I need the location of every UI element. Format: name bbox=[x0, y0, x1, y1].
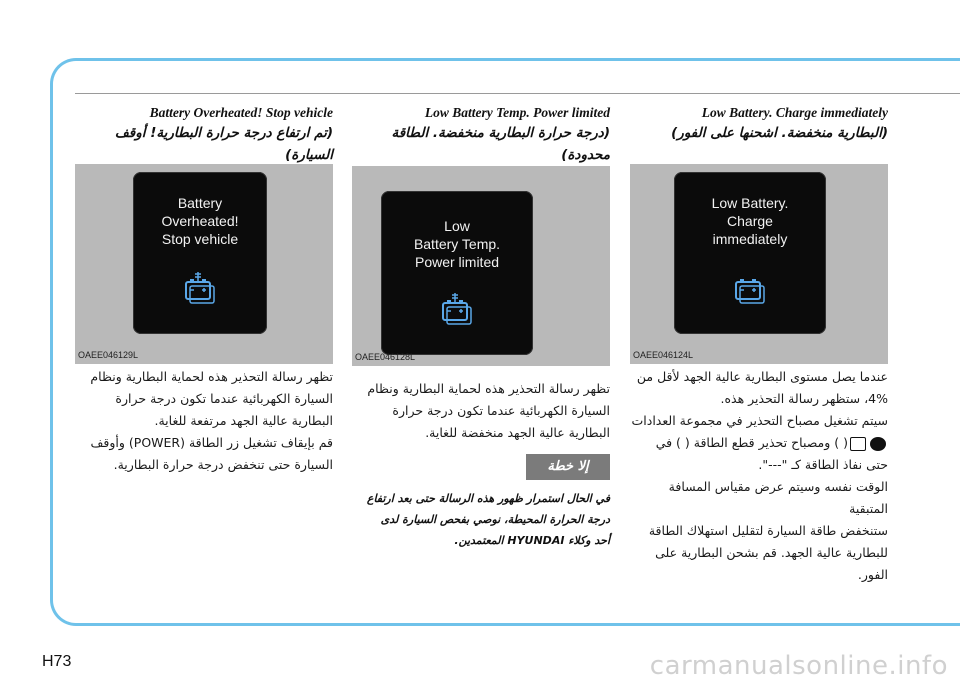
section-low-battery-temp bbox=[352, 104, 610, 547]
image-code: OAEE046124L bbox=[633, 350, 694, 360]
display-line: Battery Temp. bbox=[413, 236, 501, 252]
cluster-image bbox=[630, 164, 888, 364]
body-line: 4%، ستظهر رسالة التحذير هذه. bbox=[720, 391, 888, 406]
cluster-display bbox=[674, 172, 826, 334]
display-line: immediately bbox=[712, 231, 788, 247]
page-number: H73 bbox=[42, 653, 72, 670]
body-line: تظهر رسالة التحذير هذه لحماية البطارية ونظام bbox=[367, 381, 610, 396]
body-line: السيارة الكهربائية عندما تكون درجة حرارة bbox=[115, 391, 333, 406]
body-line: ( ) ومصباح تحذير قطع الطاقة ( ) في bbox=[655, 435, 848, 450]
body-line: البطارية عالية الجهد منخفضة للغاية. bbox=[425, 425, 610, 440]
body-line: حتى نفاذ الطاقة كـ "---". bbox=[758, 457, 888, 472]
section-title-ar: (البطارية منخفضة. اشحنها على الفور) bbox=[671, 125, 888, 141]
display-line: Low Battery. bbox=[711, 195, 789, 211]
cluster-image bbox=[75, 164, 333, 364]
body-line: سيتم تشغيل مصباح التحذير في مجموعة العدادات bbox=[631, 413, 888, 428]
section-title-en: Battery Overheated! Stop vehicle bbox=[149, 105, 333, 120]
section-body bbox=[630, 366, 888, 586]
watermark: carmanualsonline.info bbox=[649, 651, 948, 681]
body-line: قم بإيقاف تشغيل زر الطاقة (POWER) وأوقف bbox=[90, 435, 333, 450]
warning-line: في الحال استمرار ظهور هذه الرسالة حتى بعد ارتفاع bbox=[366, 492, 610, 505]
display-line: Stop vehicle bbox=[161, 231, 239, 247]
section-body bbox=[352, 378, 610, 444]
cluster-image bbox=[352, 166, 610, 366]
section-title-ar: (درجة حرارة البطارية منخفضة. الطاقة bbox=[391, 125, 610, 141]
image-code: OAEE046128L bbox=[355, 352, 416, 362]
header-rule bbox=[75, 93, 960, 94]
display-line: Power limited bbox=[414, 254, 500, 270]
power-down-lamp-icon bbox=[850, 437, 866, 451]
body-line: عندما يصل مستوى البطارية عالية الجهد لأقل من bbox=[636, 369, 888, 384]
cluster-display bbox=[133, 172, 267, 334]
warning-text bbox=[352, 488, 610, 551]
body-line: ستنخفض طاقة السيارة لتقليل استهلاك الطاقة bbox=[648, 523, 888, 538]
section-body bbox=[75, 366, 333, 476]
display-message bbox=[381, 217, 533, 271]
warning-lamp-icon bbox=[870, 437, 886, 451]
display-line: Overheated! bbox=[161, 213, 239, 229]
body-line: الوقت نفسه وسيتم عرض مقياس المسافة المتبقية bbox=[668, 479, 888, 516]
body-line: السيارة الكهربائية عندما تكون درجة حرارة bbox=[392, 403, 610, 418]
image-code: OAEE046129L bbox=[78, 350, 139, 360]
display-message bbox=[133, 194, 267, 248]
section-title-en: Low Battery Temp. Power limited bbox=[424, 105, 610, 120]
battery-temp-icon bbox=[437, 293, 477, 327]
display-line: Low bbox=[444, 218, 470, 234]
body-line: البطارية عالية الجهد مرتفعة للغاية. bbox=[154, 413, 333, 428]
section-title-en: Low Battery. Charge immediately bbox=[701, 105, 888, 120]
body-line: للبطارية عالية الجهد. قم بشحن البطارية على bbox=[655, 545, 888, 560]
cluster-display bbox=[381, 191, 533, 355]
battery-overheat-icon bbox=[180, 272, 220, 306]
display-line: Charge bbox=[727, 213, 773, 229]
section-title-ar-2: محدودة) bbox=[561, 147, 610, 163]
warning-line: أحد وكلاء HYUNDAI المعتمدين. bbox=[454, 534, 610, 547]
low-battery-icon bbox=[730, 272, 770, 306]
display-line: Battery bbox=[177, 195, 223, 211]
section-battery-overheated bbox=[75, 104, 333, 472]
warning-label: إلا خطة bbox=[526, 454, 610, 480]
section-low-battery bbox=[630, 104, 888, 582]
body-line: السيارة حتى تنخفض درجة حرارة البطارية. bbox=[113, 457, 333, 472]
warning-line: درجة الحرارة المحيطة، نوصي بفحص السيارة لدى bbox=[380, 513, 610, 526]
body-line: تظهر رسالة التحذير هذه لحماية البطارية ونظام bbox=[90, 369, 333, 384]
display-message bbox=[674, 194, 826, 248]
section-title-ar: (تم ارتفاع درجة حرارة البطارية! أوقف السيارة) bbox=[114, 125, 333, 163]
body-line: الفور. bbox=[857, 567, 888, 582]
